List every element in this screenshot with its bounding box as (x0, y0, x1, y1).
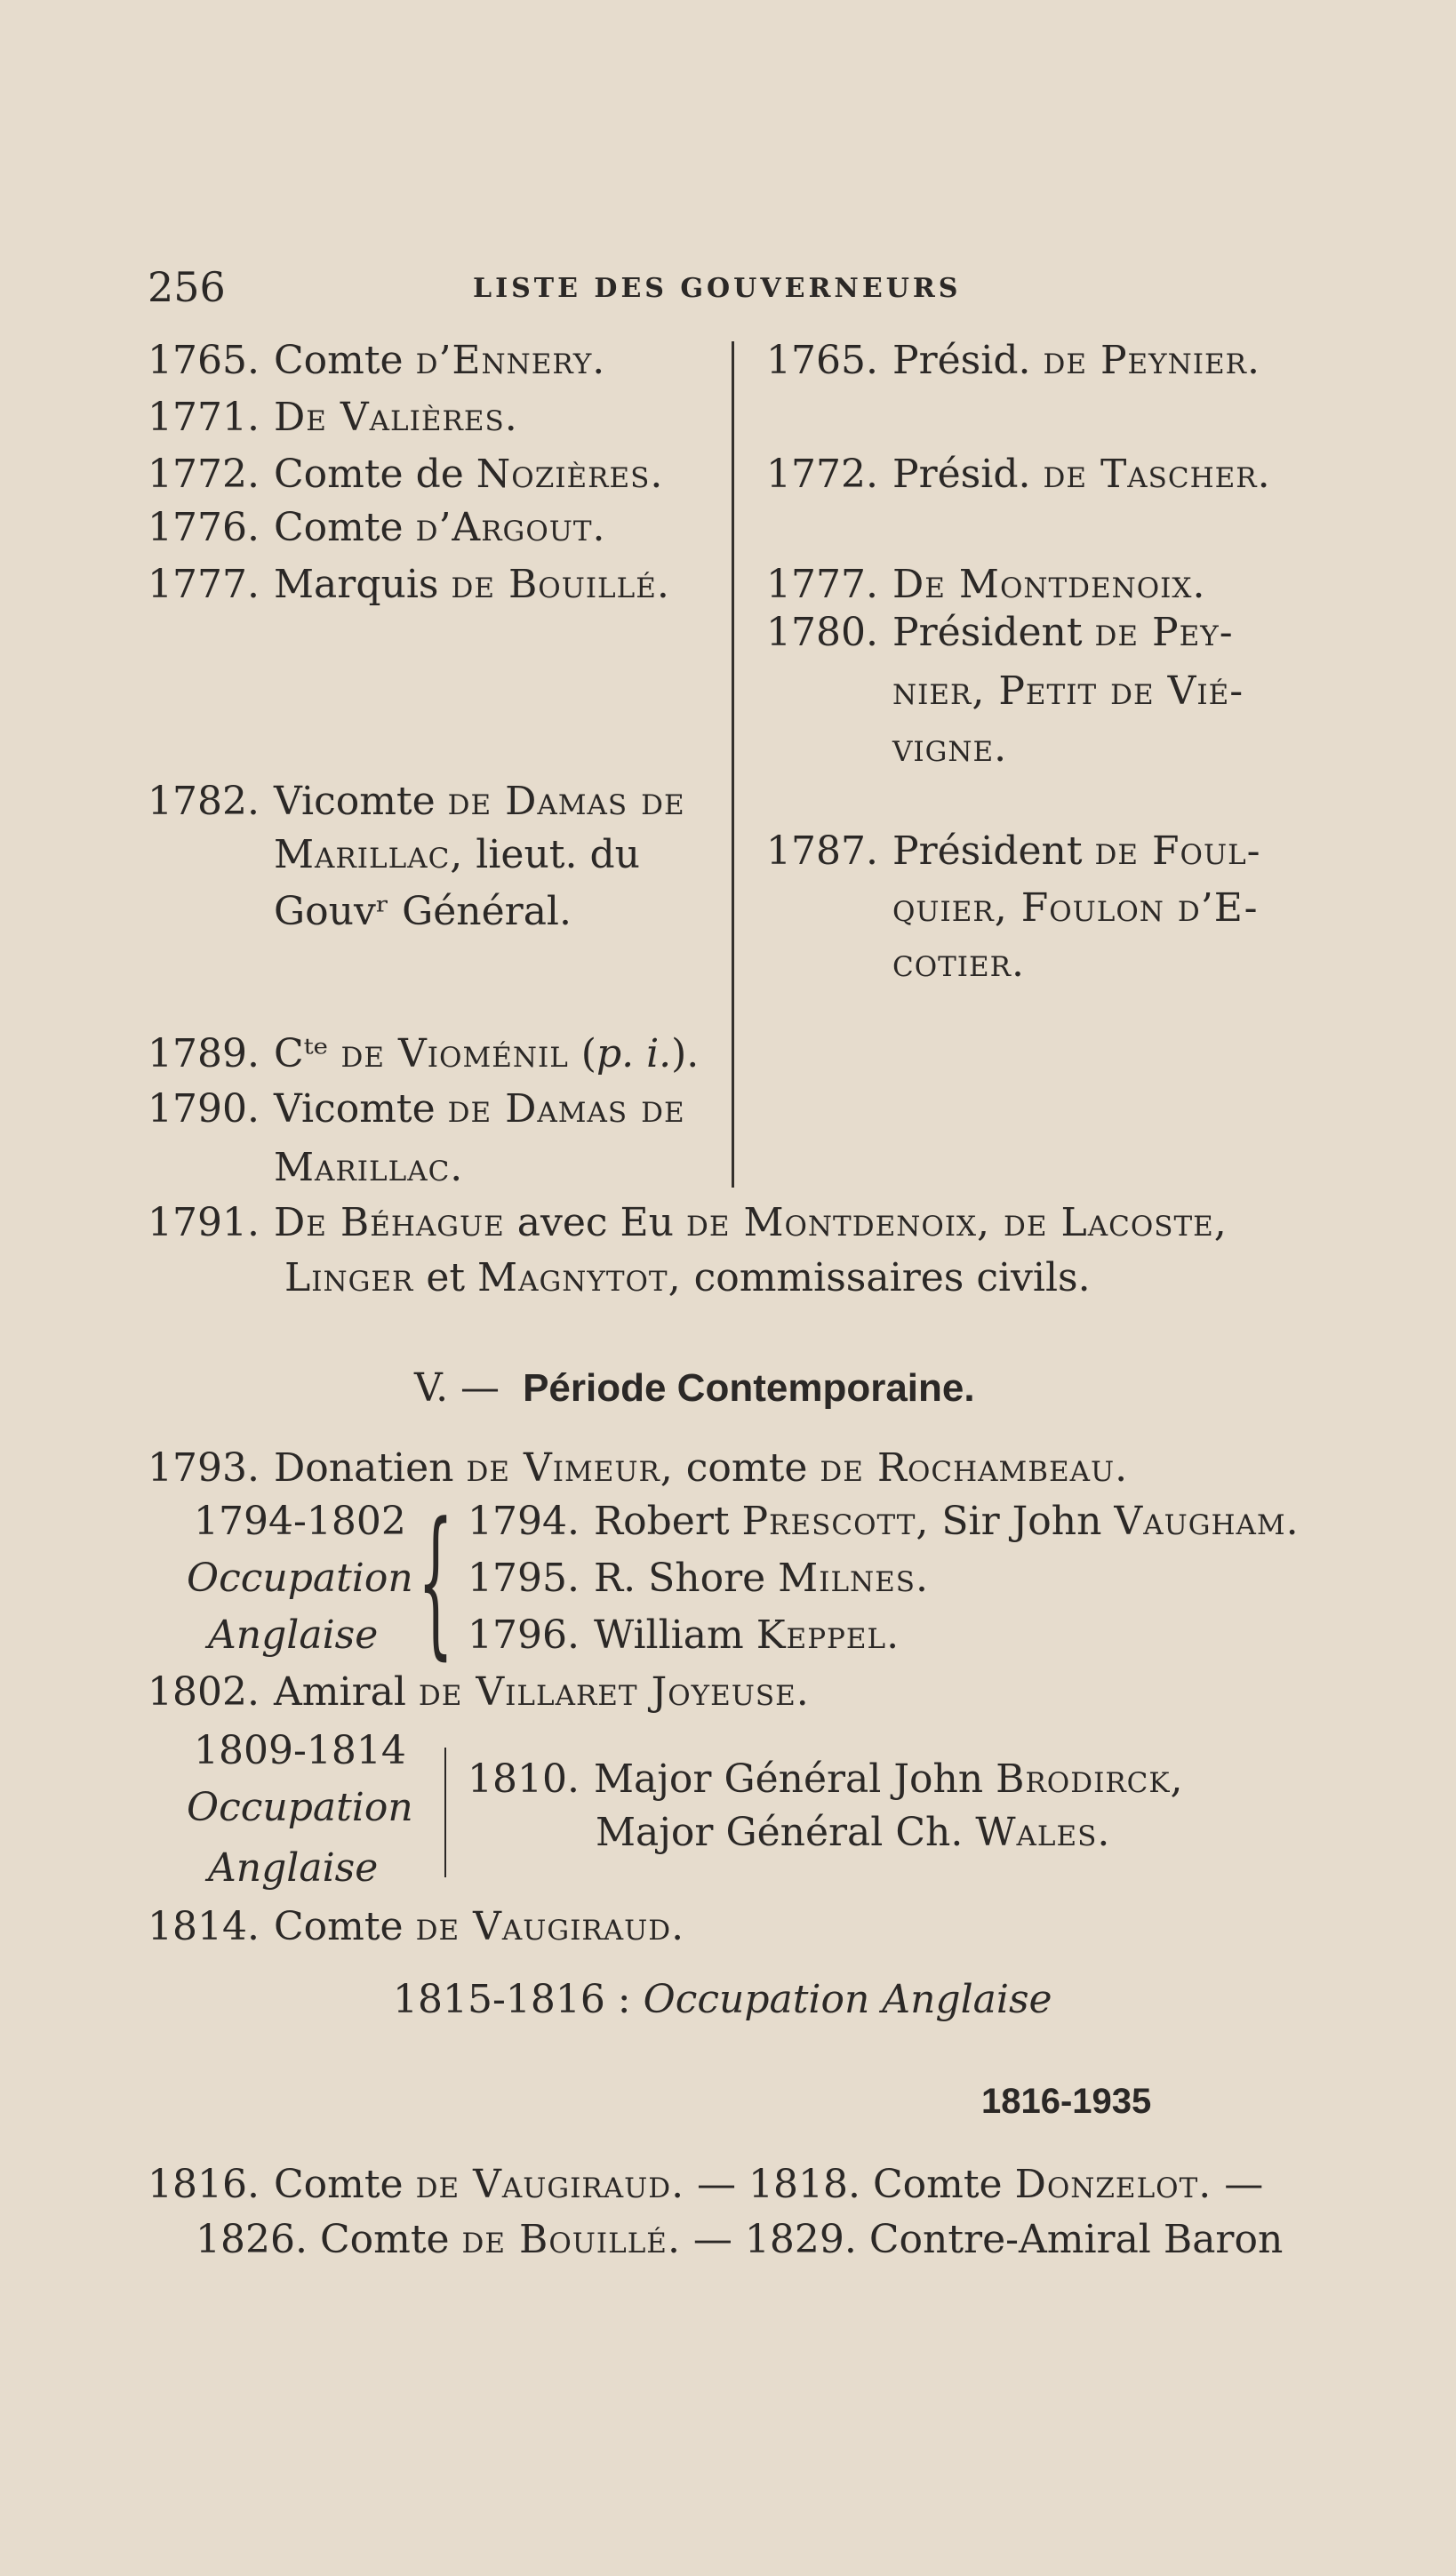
text-run: Donzelot. (1014, 2162, 1212, 2207)
text-run: quier, Foulon d’E- (892, 885, 1259, 931)
section-numeral: V. — (414, 1365, 500, 1411)
occupation-range: 1794-1802 (194, 1499, 406, 1544)
page-number: 256 (148, 263, 226, 311)
entry-line (766, 562, 1206, 607)
entry-line (148, 395, 518, 440)
text-run: d’Ennery. (415, 338, 606, 383)
text-run: Présid. (892, 338, 1044, 383)
entry-text (274, 832, 640, 877)
occupation-label: Occupation (187, 1556, 413, 1601)
entry-text (892, 725, 1007, 771)
entry-text (892, 885, 1259, 931)
entry-line (274, 889, 572, 934)
entry-text (274, 505, 606, 550)
entry-line (766, 610, 1234, 655)
text-run: ). (671, 1031, 700, 1076)
text-run: Marillac. (274, 1145, 464, 1190)
text-run: Comte (274, 505, 416, 550)
text-run: R. Shore (594, 1556, 779, 1601)
text-run: Prescott, (741, 1499, 930, 1544)
entry-year: 1777. (148, 562, 260, 607)
entry-text (274, 779, 685, 824)
entry-line (766, 452, 1271, 497)
entry-text (892, 338, 1260, 383)
text-run: de Montdenoix, de Lacoste, (685, 1200, 1228, 1245)
entry-text (892, 940, 1025, 986)
entry-line (468, 1756, 1184, 1802)
text-run: de Vimeur, (466, 1445, 674, 1491)
entry-year: 1793. (148, 1445, 260, 1491)
entry-year: 1777. (766, 562, 878, 607)
text-run: de Tascher. (1043, 452, 1271, 497)
entry-text (892, 668, 1244, 714)
entry-line (468, 1499, 1300, 1544)
text-run: Président (892, 828, 1095, 874)
entry-line (766, 828, 1261, 874)
text-run: avec Eu (504, 1200, 686, 1245)
entry-year: 1765. (766, 338, 878, 383)
text-run: de Rochambeau. (820, 1445, 1129, 1491)
entry-year: 1782. (148, 779, 260, 824)
text-run: Comte (274, 338, 416, 383)
text-run: p. i. (596, 1031, 672, 1076)
entry-text (274, 1086, 685, 1132)
occupation-range: 1809-1814 (194, 1728, 406, 1773)
text-run: Amiral (274, 1669, 419, 1715)
text-run: vigne. (892, 725, 1008, 771)
column-divider (732, 341, 734, 1188)
text-run: de Damas de (447, 779, 685, 824)
text-run: Marquis (274, 562, 452, 607)
entry-year: 1810. (468, 1756, 580, 1802)
text-run: Sir John (929, 1499, 1115, 1544)
text-run: Marillac, (274, 832, 464, 877)
entry-line (892, 885, 1259, 931)
entry-text (274, 1031, 699, 1076)
entry-line (148, 1086, 685, 1132)
entry-text (274, 1904, 684, 1949)
entry-year: 1776. (148, 505, 260, 550)
entry-text (274, 452, 663, 497)
entry-text (594, 1499, 1300, 1544)
text-run: de Vioménil (340, 1031, 569, 1076)
entry-line (274, 1145, 464, 1190)
occupation-1815 (393, 1977, 1052, 2022)
entry-year: 1795. (468, 1556, 580, 1601)
occupation-range: 1815-1816 : (393, 1977, 631, 2022)
entry-line (148, 779, 685, 824)
entry-year: 1787. (766, 828, 878, 874)
text-run: Major Général Ch. (596, 1810, 976, 1855)
entry-text (892, 452, 1271, 497)
occupation-label: Anglaise (208, 1612, 379, 1658)
occupation-label: Anglaise (208, 1845, 379, 1891)
entry-text (274, 1445, 1128, 1491)
entry-line (274, 832, 640, 877)
entry-line (148, 1445, 1129, 1491)
entry-line (766, 338, 1260, 383)
entry-year: 1772. (766, 452, 878, 497)
text-run: comte (673, 1445, 820, 1491)
entry-year: 1789. (148, 1031, 260, 1076)
entry-line (148, 338, 606, 383)
entry-year: 1765. (148, 338, 260, 383)
entry-line (148, 1031, 700, 1076)
text-run: de Vaugiraud. (415, 2162, 685, 2207)
entry-line (196, 2217, 1284, 2262)
entry-text (892, 828, 1261, 874)
text-run: Milnes. (778, 1556, 930, 1601)
entry-line (596, 1810, 1111, 1855)
text-run: Comte de (274, 452, 476, 497)
entry-line (148, 2162, 1264, 2207)
text-run: De Montdenoix. (892, 562, 1206, 607)
entry-line (148, 1200, 1228, 1245)
text-run: — 1818. Comte (684, 2162, 1015, 2207)
text-run: de Foul- (1094, 828, 1261, 874)
text-run: Cᵗᵉ (274, 1031, 341, 1076)
text-run: Linger (284, 1255, 414, 1300)
text-run: Vicomte (274, 779, 448, 824)
entry-line (148, 1669, 810, 1715)
entry-text (274, 889, 572, 934)
text-run: de Villaret Joyeuse. (418, 1669, 810, 1715)
entry-text (274, 562, 670, 607)
section-heading (414, 1365, 975, 1411)
section-title: Période Contemporaine. (523, 1366, 975, 1410)
text-run: de Peynier. (1043, 338, 1260, 383)
entry-text (596, 1810, 1110, 1855)
entry-line (148, 562, 670, 607)
text-run: Magnytot, (477, 1255, 682, 1300)
entry-text (594, 1556, 929, 1601)
text-run: de Damas de (447, 1086, 685, 1132)
occupation-label: Occupation (187, 1785, 413, 1830)
entry-text (274, 395, 518, 440)
text-run: cotier. (892, 940, 1026, 986)
entry-text (274, 1145, 463, 1190)
entry-line (148, 452, 664, 497)
text-run: — (1212, 2162, 1264, 2207)
entry-text (594, 1612, 900, 1658)
entry-year: 1802. (148, 1669, 260, 1715)
brace: { (418, 1489, 454, 1675)
text-run: Major Général John (594, 1756, 996, 1802)
text-run: ( (568, 1031, 596, 1076)
text-run: — 1829. Contre-Amiral Baron (680, 2217, 1284, 2262)
entry-text (274, 1200, 1228, 1245)
text-run: de Bouillé. (451, 562, 670, 607)
entry-text (594, 1756, 1184, 1802)
text-run: Comte (274, 1904, 416, 1949)
entry-line (468, 1612, 900, 1658)
entry-line (148, 1904, 685, 1949)
occupation-label: Occupation Anglaise (643, 1977, 1052, 2022)
text-run: De Valières. (274, 395, 518, 440)
text-run: Donatien (274, 1445, 467, 1491)
text-run: nier, Petit de Vié- (892, 668, 1244, 714)
entry-text (892, 610, 1234, 655)
text-run: Wales. (975, 1810, 1111, 1855)
text-run: William (594, 1612, 756, 1658)
entry-year: 1791. (148, 1200, 260, 1245)
entry-text (196, 2217, 1283, 2262)
text-run: Vicomte (274, 1086, 448, 1132)
text-run: Vaugham. (1114, 1499, 1300, 1544)
text-run: Brodirck, (996, 1756, 1184, 1802)
running-title: LISTE DES GOUVERNEURS (473, 273, 962, 304)
text-run: De Béhague (274, 1200, 505, 1245)
text-run: de Vaugiraud. (415, 1904, 685, 1949)
entry-text (274, 2162, 1263, 2207)
entry-year: 1771. (148, 395, 260, 440)
entry-line (148, 505, 606, 550)
entry-line (284, 1255, 1091, 1300)
period-subheading: 1816-1935 (981, 2082, 1152, 2121)
entry-line (892, 725, 1008, 771)
entry-line (892, 940, 1026, 986)
entry-line (468, 1556, 930, 1601)
entry-text (892, 562, 1206, 607)
entry-line (892, 668, 1244, 714)
text-run: de Bouillé. (461, 2217, 681, 2262)
bracket-line (444, 1748, 446, 1877)
text-run: Présid. (892, 452, 1044, 497)
text-run: Gouvʳ Général. (274, 889, 572, 934)
text-run: et (413, 1255, 478, 1300)
text-run: 1826. Comte (196, 2217, 462, 2262)
text-run: Président (892, 610, 1095, 655)
text-run: commissaires civils. (681, 1255, 1091, 1300)
entry-year: 1780. (766, 610, 878, 655)
entry-year: 1790. (148, 1086, 260, 1132)
entry-year: 1816. (148, 2162, 260, 2207)
entry-year: 1772. (148, 452, 260, 497)
entry-year: 1794. (468, 1499, 580, 1544)
text-run: lieut. du (463, 832, 640, 877)
entry-year: 1796. (468, 1612, 580, 1658)
entry-text (274, 1669, 810, 1715)
text-run: d’Argout. (415, 505, 606, 550)
entry-text (274, 338, 605, 383)
text-run: Robert (594, 1499, 742, 1544)
text-run: de Pey- (1094, 610, 1234, 655)
text-run: Nozières. (476, 452, 664, 497)
entry-year: 1814. (148, 1904, 260, 1949)
text-run: Keppel. (756, 1612, 900, 1658)
text-run: Comte (274, 2162, 416, 2207)
entry-text (284, 1255, 1091, 1300)
